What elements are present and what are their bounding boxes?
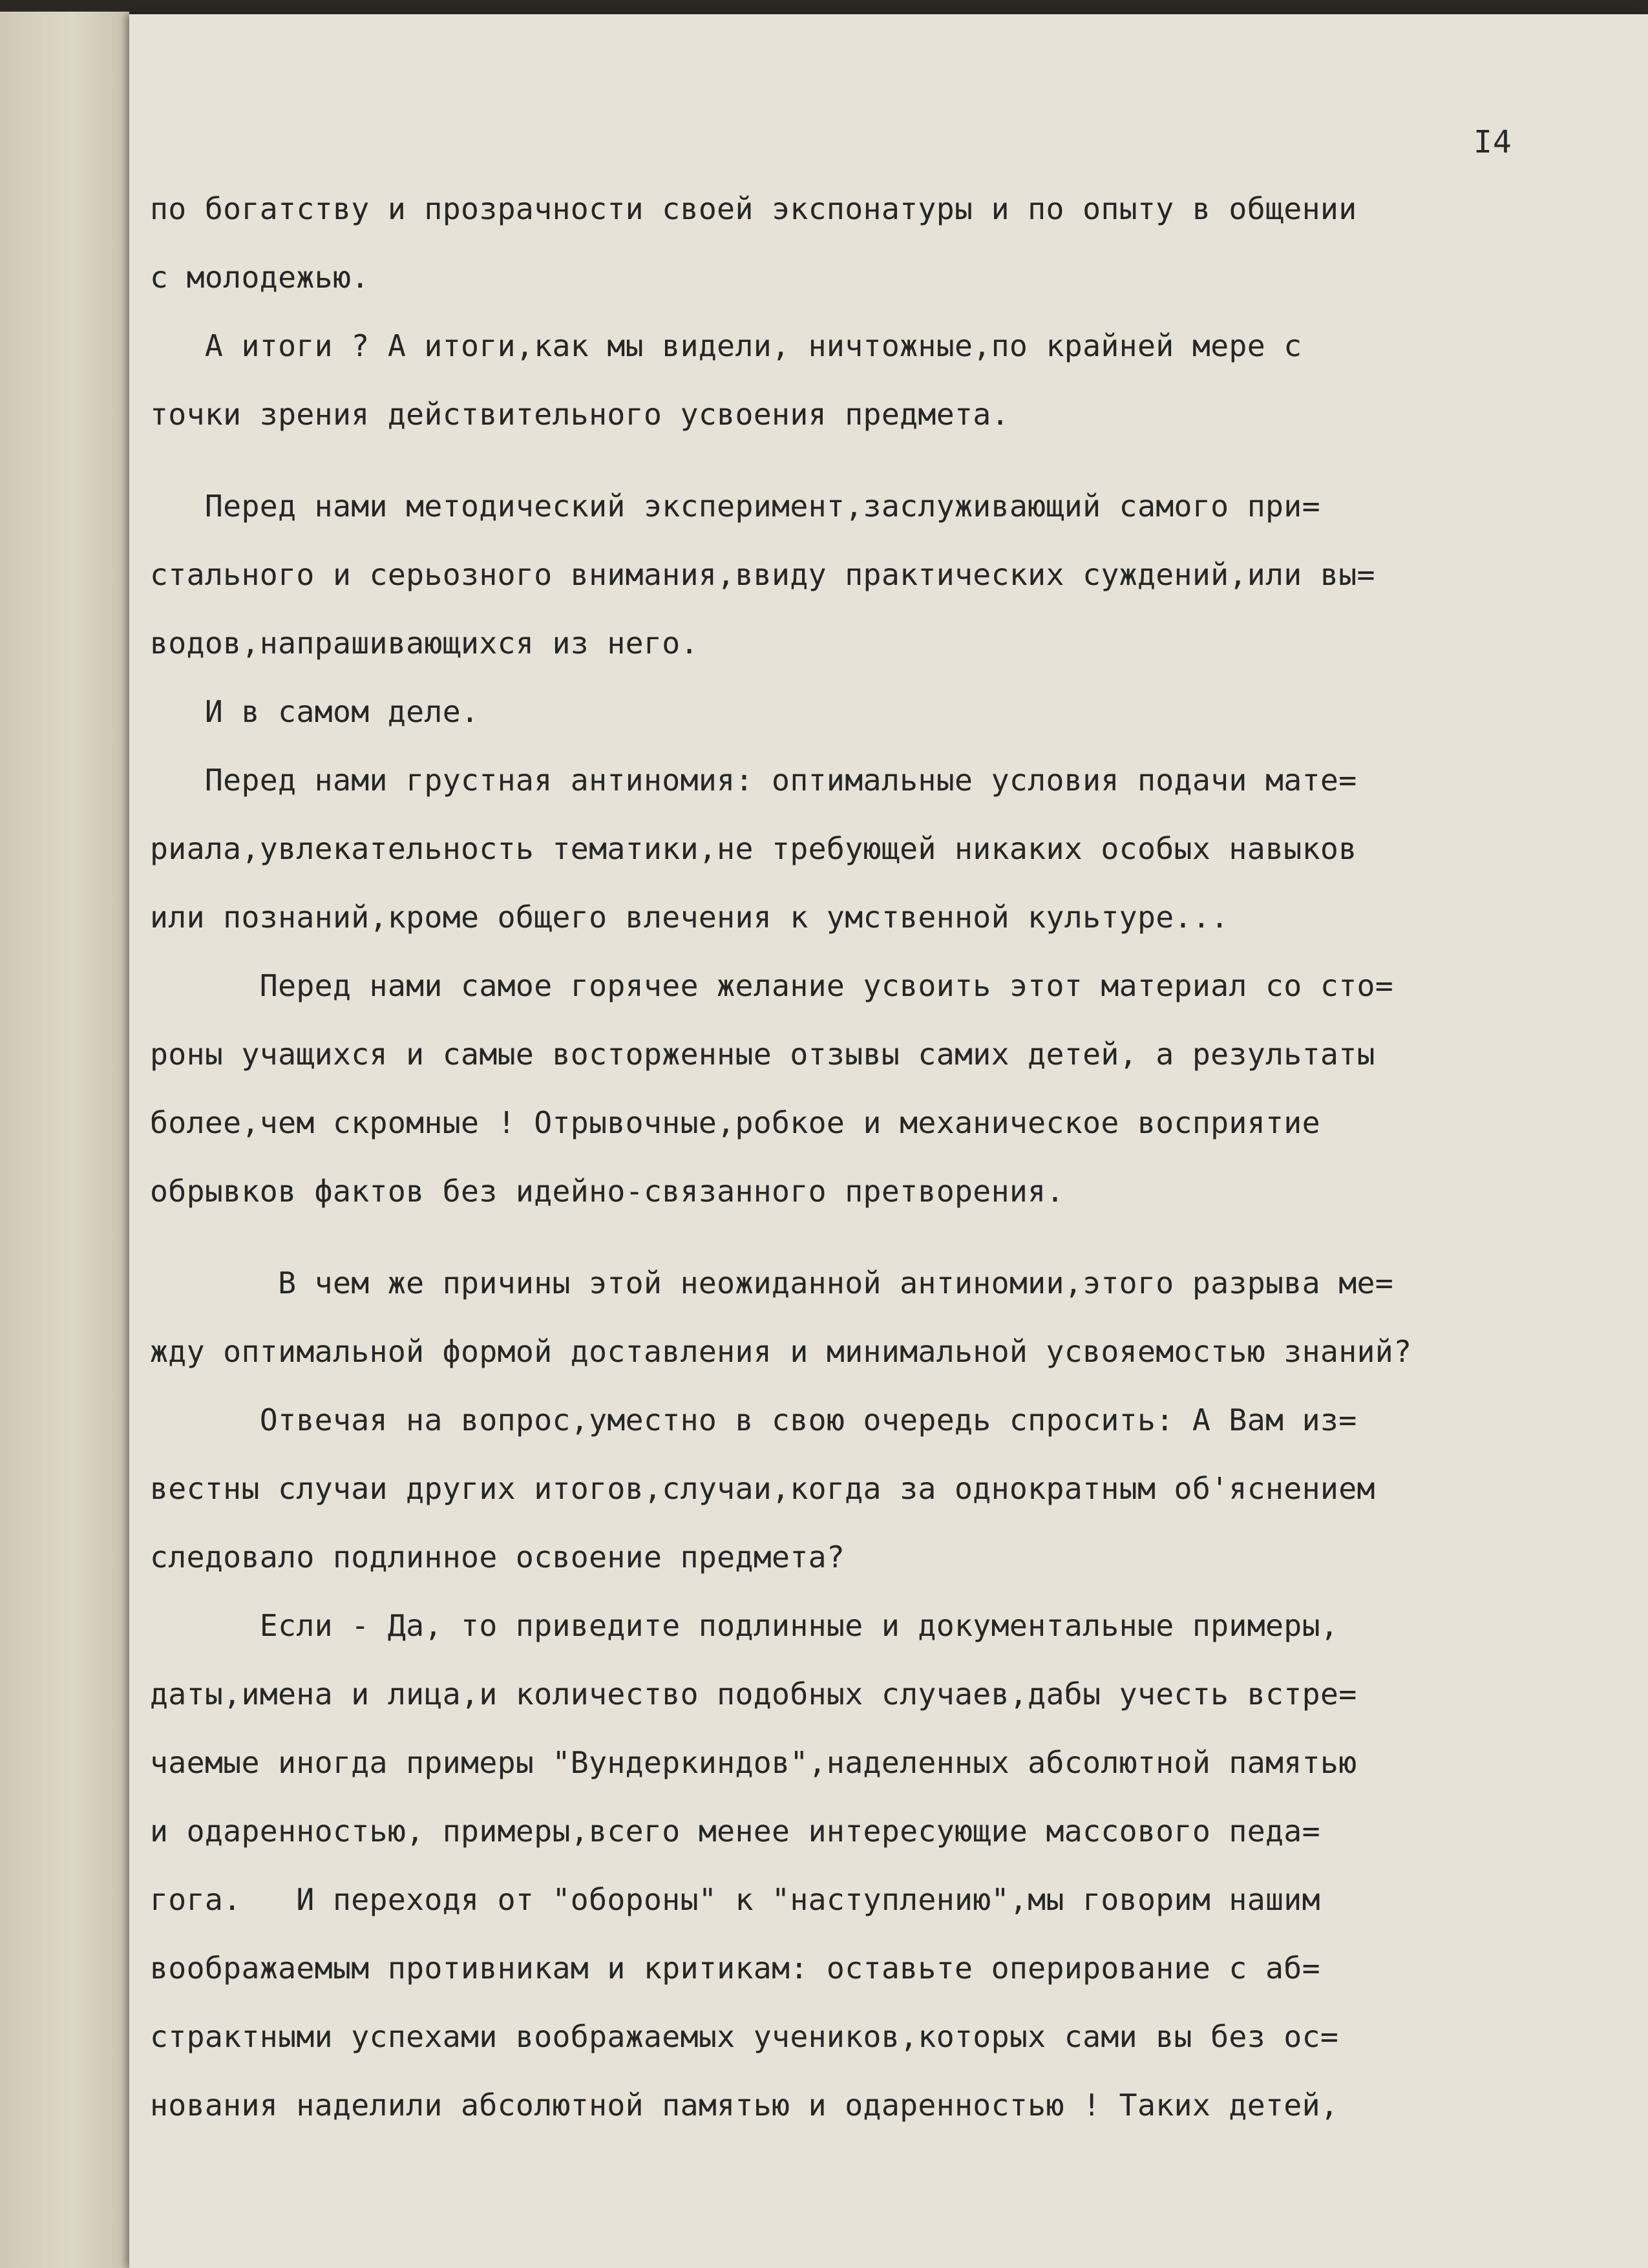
text-line: И в самом деле. [150, 694, 480, 729]
text-line: А итоги ? А итоги,как мы видели, ничтожные,по крайней мере с [150, 328, 1302, 363]
text-line: точки зрения действительного усвоения предмета. [150, 397, 1009, 432]
text-line: риала,увлекательность тематики,не требующей никаких особых навыков [150, 831, 1357, 866]
text-line: Перед нами методический эксперимент,заслуживающий самого при= [150, 489, 1320, 524]
text-line: гога. И переходя от "обороны" к "наступлению",мы говорим нашим [150, 1882, 1320, 1917]
text-line: даты,имена и лица,и количество подобных случаев,дабы учесть встре= [150, 1677, 1357, 1712]
text-line: вестны случаи других итогов,случаи,когда за однократным об'яснением [150, 1471, 1375, 1506]
text-line: или познаний,кроме общего влечения к умственной культуре... [150, 900, 1229, 935]
text-line: нования наделили абсолютной памятью и одаренностью ! Таких детей, [150, 2088, 1339, 2123]
underlying-page-edge [0, 12, 129, 2268]
text-line: Перед нами самое горячее желание усвоить этот материал со сто= [150, 968, 1394, 1003]
text-line: водов,напрашивающихся из него. [150, 626, 699, 661]
text-line: Перед нами грустная антиномия: оптимальные условия подачи мате= [150, 763, 1357, 798]
page-body-text [150, 175, 1623, 2139]
paragraph-gap [150, 449, 1623, 472]
text-line: более,чем скромные ! Отрывочные,робкое и механическое восприятие [150, 1105, 1320, 1140]
page-number: I4 [1474, 124, 1512, 160]
text-line: стального и серьозного внимания,ввиду практических суждений,или вы= [150, 557, 1375, 592]
text-line: жду оптимальной формой доставления и минимальной усвояемостью знаний? [150, 1334, 1412, 1369]
text-line: и одаренностью, примеры,всего менее интересующие массового педа= [150, 1814, 1320, 1849]
text-line: обрывков фактов без идейно-связанного претворения. [150, 1174, 1064, 1209]
text-line: воображаемым противникам и критикам: оставьте оперирование с аб= [150, 1951, 1320, 1986]
text-line: следовало подлинное освоение предмета? [150, 1540, 845, 1574]
text-line: Отвечая на вопрос,уместно в свою очередь спросить: А Вам из= [150, 1403, 1357, 1437]
paragraph-gap [150, 1225, 1623, 1249]
text-line: с молодежью. [150, 260, 370, 295]
text-line: Если - Да, то приведите подлинные и документальные примеры, [150, 1608, 1339, 1643]
text-line: по богатству и прозрачности своей экспонатуры и по опыту в общении [150, 191, 1357, 226]
text-line: чаемые иногда примеры "Вундеркиндов",наделенных абсолютной памятью [150, 1745, 1357, 1780]
text-line: страктными успехами воображаемых учеников,которых сами вы без ос= [150, 2019, 1339, 2054]
text-line: роны учащихся и самые восторженные отзывы самих детей, а результаты [150, 1037, 1375, 1072]
text-line: В чем же причины этой неожиданной антиномии,этого разрыва ме= [150, 1266, 1394, 1300]
